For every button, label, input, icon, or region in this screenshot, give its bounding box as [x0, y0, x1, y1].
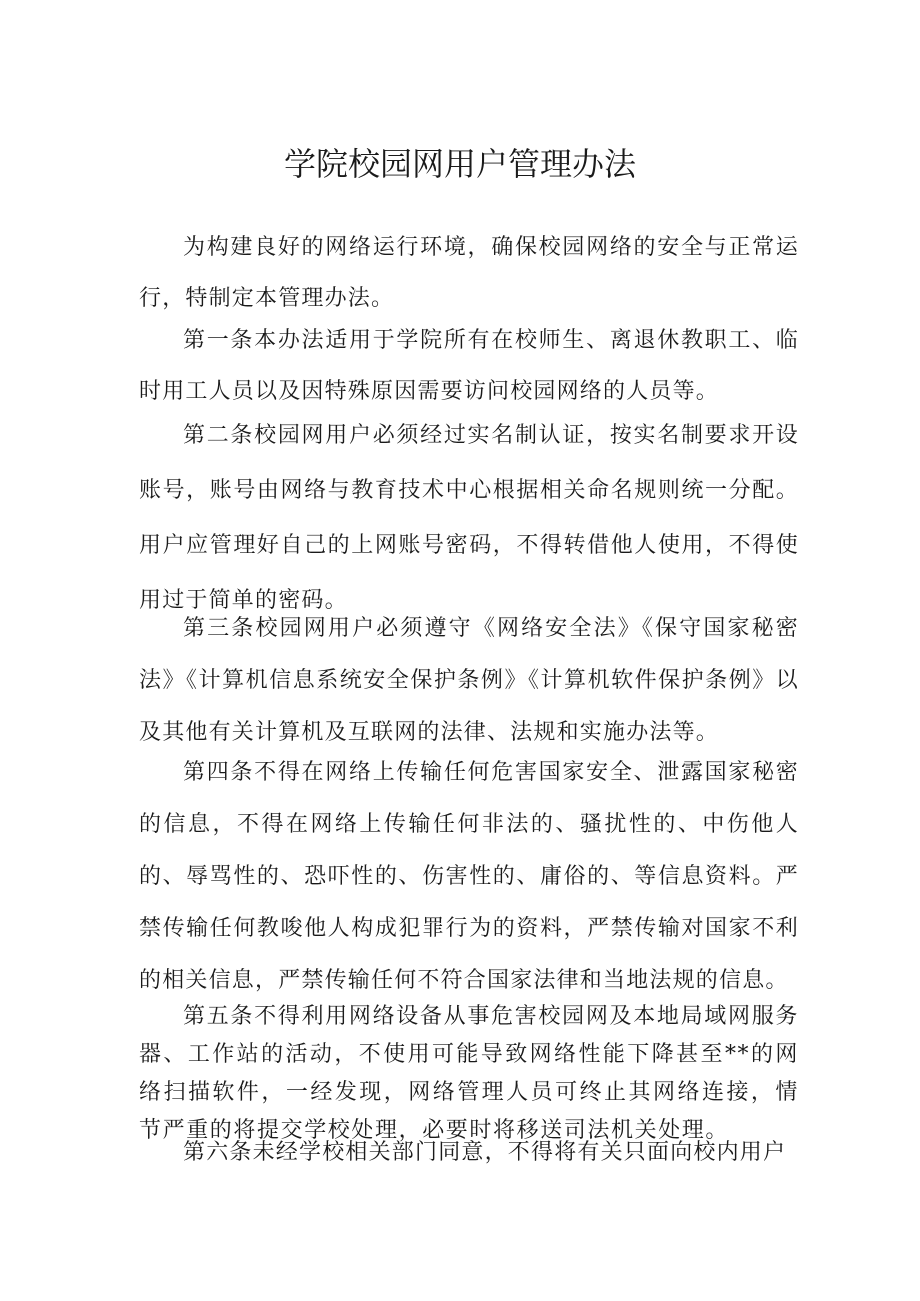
- paragraph-article-4: 第四条不得在网络上传输任何危害国家安全、泄露国家秘密的信息，不得在网络上传输任何非法的、骚扰性的、中伤他人的、辱骂性的、恐吓性的、伤害性的、庸俗的、等信息资料。严禁传输任何教唆他人构成犯罪行为的资料，严禁传输对国家不利的相关信息，严禁传输任何不符合国家法律和当地法规的信息。: [139, 760, 799, 993]
- paragraph-article-5: 第五条不得利用网络设备从事危害校园网及本地局域网服务器、工作站的活动，不使用可能导致网络性能下降甚至**的网络扫描软件，一经发现，网络管理人员可终止其网络连接，情节严重的将提交学校处理，必要时将移送司法机关处理。: [139, 1004, 799, 1143]
- document-title: 学院校园网用户管理办法: [283, 145, 636, 183]
- paragraph-article-1: 第一条本办法适用于学院所有在校师生、离退休教职工、临时用工人员以及因特殊原因需要访问校园网络的人员等。: [139, 328, 799, 404]
- paragraph-article-6: 第六条未经学校相关部门同意，不得将有关只面向校内用户: [183, 1140, 787, 1165]
- paragraph-article-2: 第二条校园网用户必须经过实名制认证，按实名制要求开设账号，账号由网络与教育技术中心根据相关命名规则统一分配。用户应管理好自己的上网账号密码，不得转借他人使用，不得使用过于简单的密码。: [139, 423, 799, 613]
- paragraph-intro: 为构建良好的网络运行环境，确保校园网络的安全与正常运行，特制定本管理办法。: [139, 235, 799, 311]
- paragraph-article-3: 第三条校园网用户必须遵守《网络安全法》《保守国家秘密法》《计算机信息系统安全保护条例》《计算机软件保护条例》以及其他有关计算机及互联网的法律、法规和实施办法等。: [139, 616, 799, 745]
